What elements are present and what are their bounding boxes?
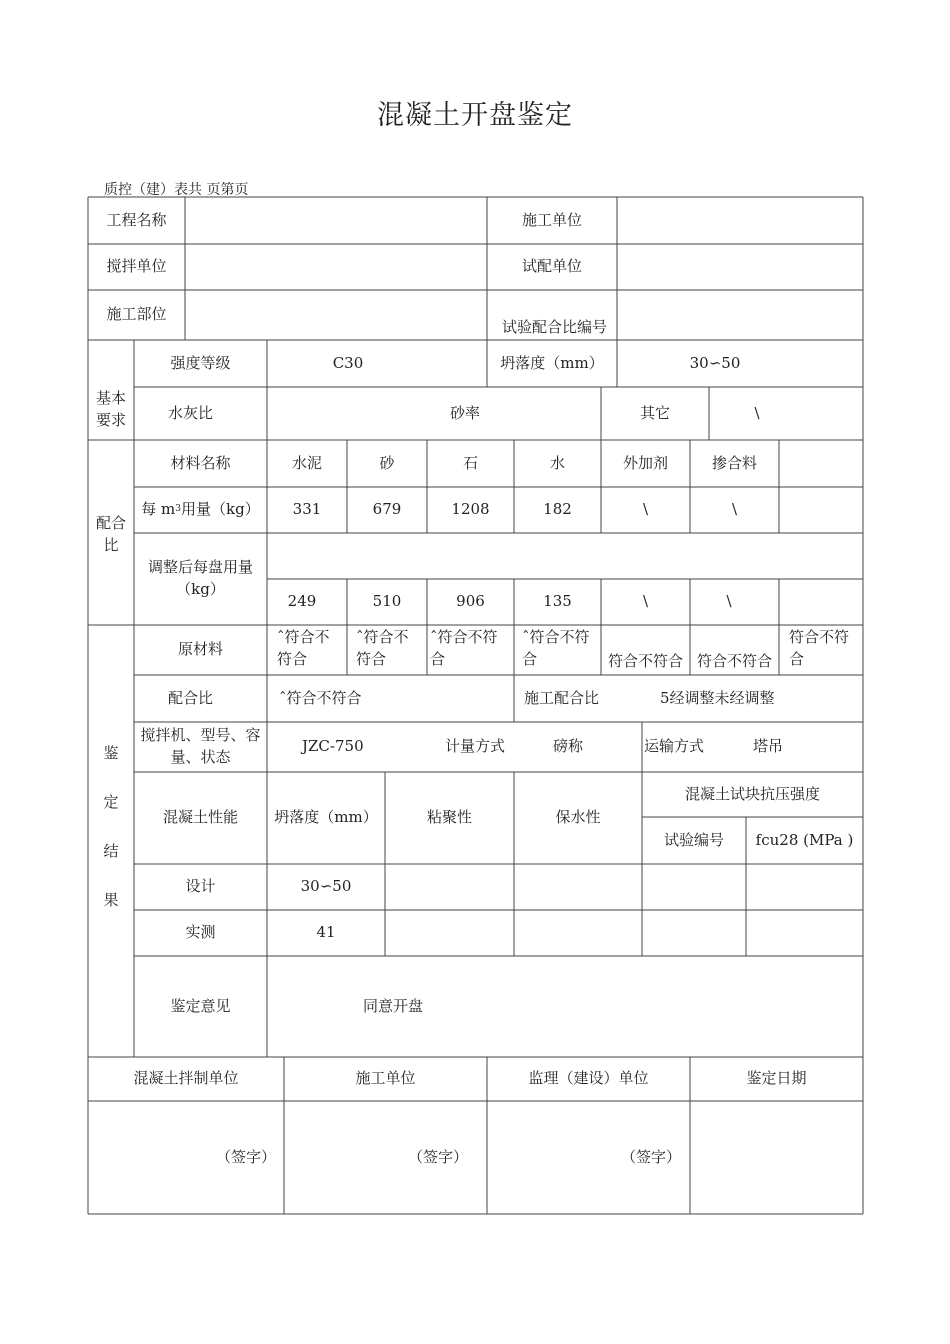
transport-label: 运输方式 [644, 737, 705, 756]
raw-material-label: 原材料 [177, 640, 223, 659]
raw-material-check-5[interactable]: 符合不符合 [607, 652, 683, 671]
per-m3-addition[interactable]: \ [731, 500, 738, 519]
page-title: 混凝土开盘鉴定 [377, 100, 573, 131]
adjusted-label: 调整后每盘用量（kg） [147, 558, 253, 598]
appraisal-label-3: 结 [103, 842, 119, 861]
adjusted-addition[interactable]: \ [726, 592, 732, 611]
construction-part-value[interactable] [185, 290, 487, 340]
design-slump-value[interactable]: 30∽50 [300, 877, 352, 896]
appraisal-date-header: 鉴定日期 [746, 1069, 807, 1088]
mix-number-value[interactable] [622, 290, 863, 340]
raw-material-check-6[interactable]: 符合不符合 [696, 652, 772, 671]
measured-slump-value[interactable]: 41 [316, 923, 336, 942]
material-sand: 砂 [379, 453, 395, 472]
design-row-label: 设计 [185, 877, 216, 896]
construction-unit-signature[interactable]: （签字） [407, 1147, 468, 1166]
strength-value[interactable]: C30 [332, 353, 364, 372]
slump-label: 坍落度（mm） [500, 353, 604, 372]
mix-number-label: 试验配合比编号 [501, 318, 607, 337]
adjusted-sand[interactable]: 510 [372, 592, 402, 611]
raw-material-check-7[interactable]: 符合不符合 [789, 628, 850, 668]
transport-value[interactable]: 塔吊 [753, 737, 784, 756]
measured-row-label: 实测 [185, 923, 216, 942]
material-cement: 水泥 [291, 453, 322, 472]
other-value[interactable]: \ [754, 403, 760, 422]
form-code: 质控（建）表共 页第页 [104, 182, 249, 198]
material-header: 材料名称 [170, 453, 231, 472]
construction-part-label: 施工部位 [106, 305, 167, 324]
adjusted-water[interactable]: 135 [543, 592, 572, 611]
opinion-value[interactable]: 同意开盘 [363, 996, 424, 1015]
mixer-unit-label: 搅拌单位 [106, 257, 167, 276]
per-m3-stone[interactable]: 1208 [451, 500, 490, 519]
raw-material-check-2[interactable]: ˆ符合不符合 [356, 628, 409, 668]
water-retention-column-header: 保水性 [555, 808, 601, 827]
appraisal-date-value[interactable] [690, 1101, 863, 1214]
performance-label: 混凝土性能 [162, 808, 238, 827]
construction-mix-check[interactable]: 5经调整未经调整 [660, 688, 775, 707]
metering-value[interactable]: 磅称 [552, 737, 583, 756]
water-cement-value[interactable] [267, 387, 347, 440]
raw-material-check-1[interactable]: ˆ符合不符合 [277, 628, 330, 668]
per-m3-water[interactable]: 182 [543, 500, 572, 519]
opinion-label: 鉴定意见 [170, 996, 231, 1015]
fcu28-column-header: fcu28 (MPa ) [755, 830, 854, 849]
per-m3-cement[interactable]: 331 [292, 500, 322, 519]
sand-ratio-label: 砂率 [449, 403, 480, 422]
per-m3-sand[interactable]: 679 [372, 500, 402, 519]
supervision-unit-signature[interactable]: （签字） [620, 1147, 681, 1166]
trial-unit-label: 试配单位 [521, 257, 582, 276]
appraisal-label-1: 鉴 [103, 744, 119, 763]
adjusted-stone[interactable]: 906 [456, 592, 485, 611]
supervision-unit-header: 监理（建设）单位 [528, 1069, 649, 1088]
mix-section-label [88, 505, 134, 565]
mixer-label: 搅拌机、型号、容量、状态 [140, 726, 261, 766]
mixing-unit-signature[interactable]: （签字） [215, 1147, 276, 1166]
mix-section-text: 配合比 [95, 514, 126, 554]
adjusted-admixture[interactable]: \ [642, 592, 649, 611]
test-number-column-header: 试验编号 [663, 830, 724, 849]
strength-test-header: 混凝土试块抗压强度 [684, 784, 820, 803]
material-admixture: 外加剂 [622, 453, 668, 472]
other-label: 其它 [639, 403, 670, 422]
material-water: 水 [549, 453, 565, 472]
per-m3-suffix: 用量（kg） [181, 500, 260, 519]
builder-value[interactable] [617, 197, 863, 244]
adjusted-cement[interactable]: 249 [287, 592, 317, 611]
project-name-value[interactable] [185, 197, 487, 244]
cohesion-column-header: 粘聚性 [426, 808, 472, 827]
raw-material-check-3[interactable]: ˆ符合不符合 [430, 628, 498, 668]
per-m3-prefix: 每 m [141, 500, 176, 519]
strength-label: 强度等级 [170, 353, 231, 372]
appraisal-label-2: 定 [103, 793, 119, 812]
construction-unit-header: 施工单位 [355, 1069, 416, 1088]
construction-mix-label: 施工配合比 [524, 688, 600, 707]
raw-material-check-4[interactable]: ˆ符合不符合 [522, 628, 590, 668]
mix-ratio-check[interactable]: ˆ符合不符合 [279, 688, 362, 707]
mixer-value[interactable]: JZC-750 [302, 737, 364, 756]
mixer-unit-value[interactable] [185, 244, 487, 290]
mixing-unit-header: 混凝土拌制单位 [133, 1069, 239, 1088]
appraisal-label-4: 果 [103, 891, 119, 910]
slump-value[interactable]: 30∽50 [689, 353, 741, 372]
mix-ratio-label: 配合比 [167, 688, 213, 707]
water-cement-label: 水灰比 [167, 403, 213, 422]
material-addition: 掺合料 [711, 453, 757, 472]
trial-unit-value[interactable] [617, 244, 863, 290]
project-name-label: 工程名称 [106, 210, 167, 229]
per-m3-admixture[interactable]: \ [642, 500, 649, 519]
slump-column-header: 坍落度（mm） [274, 808, 378, 827]
metering-label: 计量方式 [445, 737, 506, 756]
per-m3-label [134, 487, 267, 533]
basic-section-label [88, 380, 134, 440]
material-stone: 石 [462, 453, 478, 472]
builder-label: 施工单位 [521, 210, 582, 229]
basic-section-text: 基本要求 [95, 389, 126, 429]
per-m3-sub: 3 [175, 504, 182, 515]
